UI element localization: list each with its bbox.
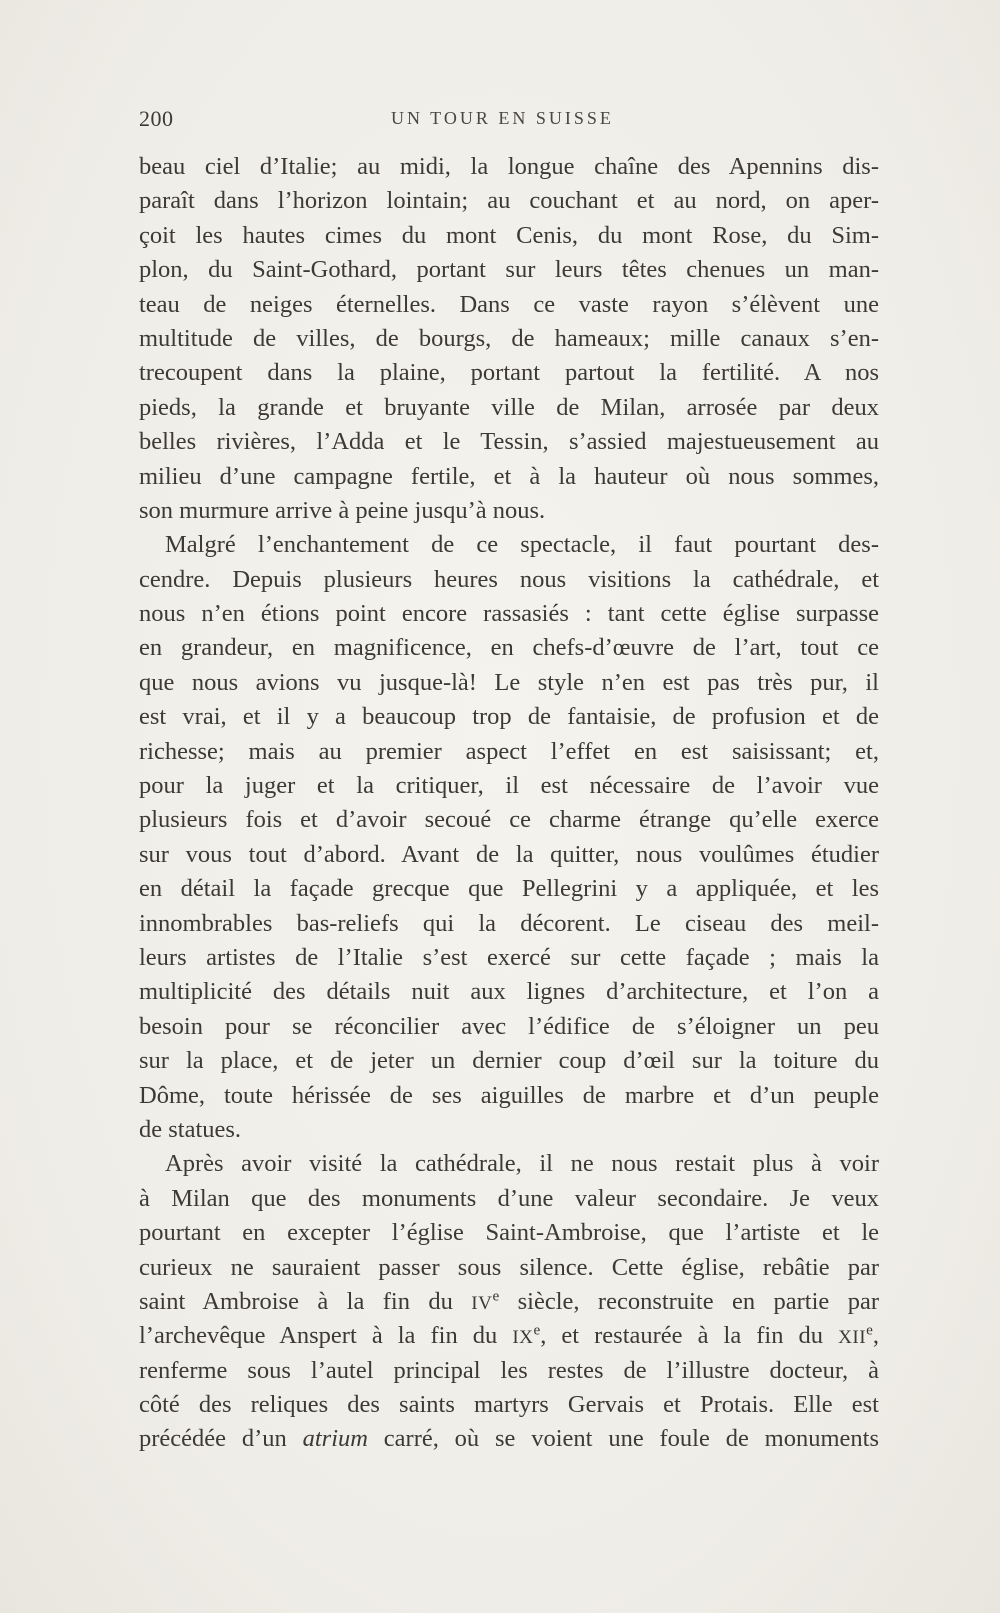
superscript: e	[533, 1321, 541, 1339]
text-line: paraît dans l’horizon lointain; au couchant et au nord, on aper-	[139, 187, 879, 215]
text-line: de statues.	[139, 1115, 242, 1143]
text-segment: siècle, reconstruite en partie par	[499, 1287, 879, 1315]
text-segment: carré, où se voient une foule de monuments	[367, 1425, 879, 1453]
text-line: Dôme, toute hérissée de ses aiguilles de marbre et d’un peuple	[139, 1081, 879, 1109]
text-line: est vrai, et il y a beaucoup trop de fantaisie, de profusion et de	[139, 703, 879, 731]
text-line: cendre. Depuis plusieurs heures nous visitions la cathédrale, et	[139, 565, 879, 593]
text-line: pour la juger et la critiquer, il est nécessaire de l’avoir vue	[139, 772, 879, 800]
text-line: curieux ne sauraient passer sous silence. Cette église, rebâtie par	[139, 1253, 879, 1281]
text-line: sur la place, et de jeter un dernier coup d’œil sur la toiture du	[139, 1047, 879, 1075]
text-line-with-century	[139, 1285, 879, 1319]
text-line: milieu d’une campagne fertile, et à la hauteur où nous sommes,	[139, 462, 879, 490]
text-line: leurs artistes de l’Italie s’est exercé sur cette façade ; mais la	[139, 943, 879, 971]
text-segment: , et restaurée à la fin du	[540, 1322, 839, 1350]
text-line: çoit les hautes cimes du mont Cenis, du mont Rose, du Sim-	[139, 221, 879, 249]
text-line: renferme sous l’autel principal les restes de l’illustre docteur, à	[139, 1356, 879, 1384]
text-line: côté des reliques des saints martyrs Gervais et Protais. Elle est	[139, 1391, 879, 1419]
text-line: multiplicité des détails nuit aux lignes d’architecture, et l’on a	[139, 978, 879, 1006]
text-line: en détail la façade grecque que Pellegrini y a appliquée, et les	[139, 875, 879, 903]
text-line: que nous avions vu jusque-là! Le style n’en est pas très pur, il	[139, 668, 879, 696]
superscript: e	[492, 1287, 500, 1305]
page-number: 200	[139, 106, 174, 131]
text-line: à Milan que des monuments d’une valeur secondaire. Je veux	[139, 1184, 879, 1212]
text-line: Après avoir visité la cathédrale, il ne nous restait plus à voir	[165, 1150, 879, 1178]
text-line: pourtant en excepter l’église Saint-Ambroise, que l’artiste et le	[139, 1219, 879, 1247]
text-line: plon, du Saint-Gothard, portant sur leurs têtes chenues un man-	[139, 256, 879, 284]
text-line: sur vous tout d’abord. Avant de la quitter, nous voulûmes étudier	[139, 840, 879, 868]
text-line-with-italic	[139, 1422, 879, 1456]
text-line: trecoupent dans la plaine, portant partout la fertilité. A nos	[139, 359, 879, 387]
text-line: en grandeur, en magnificence, en chefs-d’œuvre de l’art, tout ce	[139, 634, 879, 662]
century-numeral: XII	[838, 1327, 867, 1349]
text-segment: ,	[872, 1322, 879, 1350]
text-line: nous n’en étions point encore rassasiés : tant cette église surpasse	[139, 600, 879, 628]
text-line: Malgré l’enchantement de ce spectacle, il faut pourtant des-	[165, 531, 879, 559]
running-title: UN TOUR EN SUISSE	[391, 108, 614, 128]
text-line: besoin pour se réconcilier avec l’édifice de s’éloigner un peu	[139, 1012, 879, 1040]
century-numeral: IV	[471, 1292, 493, 1314]
text-line: richesse; mais au premier aspect l’effet en est saisissant; et,	[139, 737, 879, 765]
text-line: innombrables bas-reliefs qui la décorent. Le ciseau des meil-	[139, 909, 879, 937]
text-segment: saint Ambroise à la fin du	[139, 1287, 472, 1315]
text-line: plusieurs fois et d’avoir secoué ce charme étrange qu’elle exerce	[139, 806, 879, 834]
text-line: teau de neiges éternelles. Dans ce vaste rayon s’élèvent une	[139, 290, 879, 318]
text-segment: l’archevêque Anspert à la fin du	[139, 1322, 513, 1350]
text-segment: précédée d’un	[139, 1425, 303, 1453]
italic-word: atrium	[302, 1425, 368, 1453]
superscript: e	[866, 1321, 873, 1339]
text-line: multitude de villes, de bourgs, de hameaux; mille canaux s’en-	[139, 324, 879, 352]
century-numeral: IX	[512, 1327, 534, 1349]
text-line: belles rivières, l’Adda et le Tessin, s’assied majestueusement au	[139, 428, 879, 456]
text-line: beau ciel d’Italie; au midi, la longue chaîne des Apennins dis-	[139, 153, 879, 180]
text-line-with-century	[139, 1319, 879, 1353]
page-header	[139, 106, 879, 136]
text-line: son murmure arrive à peine jusqu’à nous.	[139, 496, 546, 524]
text-line: pieds, la grande et bruyante ville de Milan, arrosée par deux	[139, 393, 879, 421]
body-text	[139, 150, 879, 1457]
